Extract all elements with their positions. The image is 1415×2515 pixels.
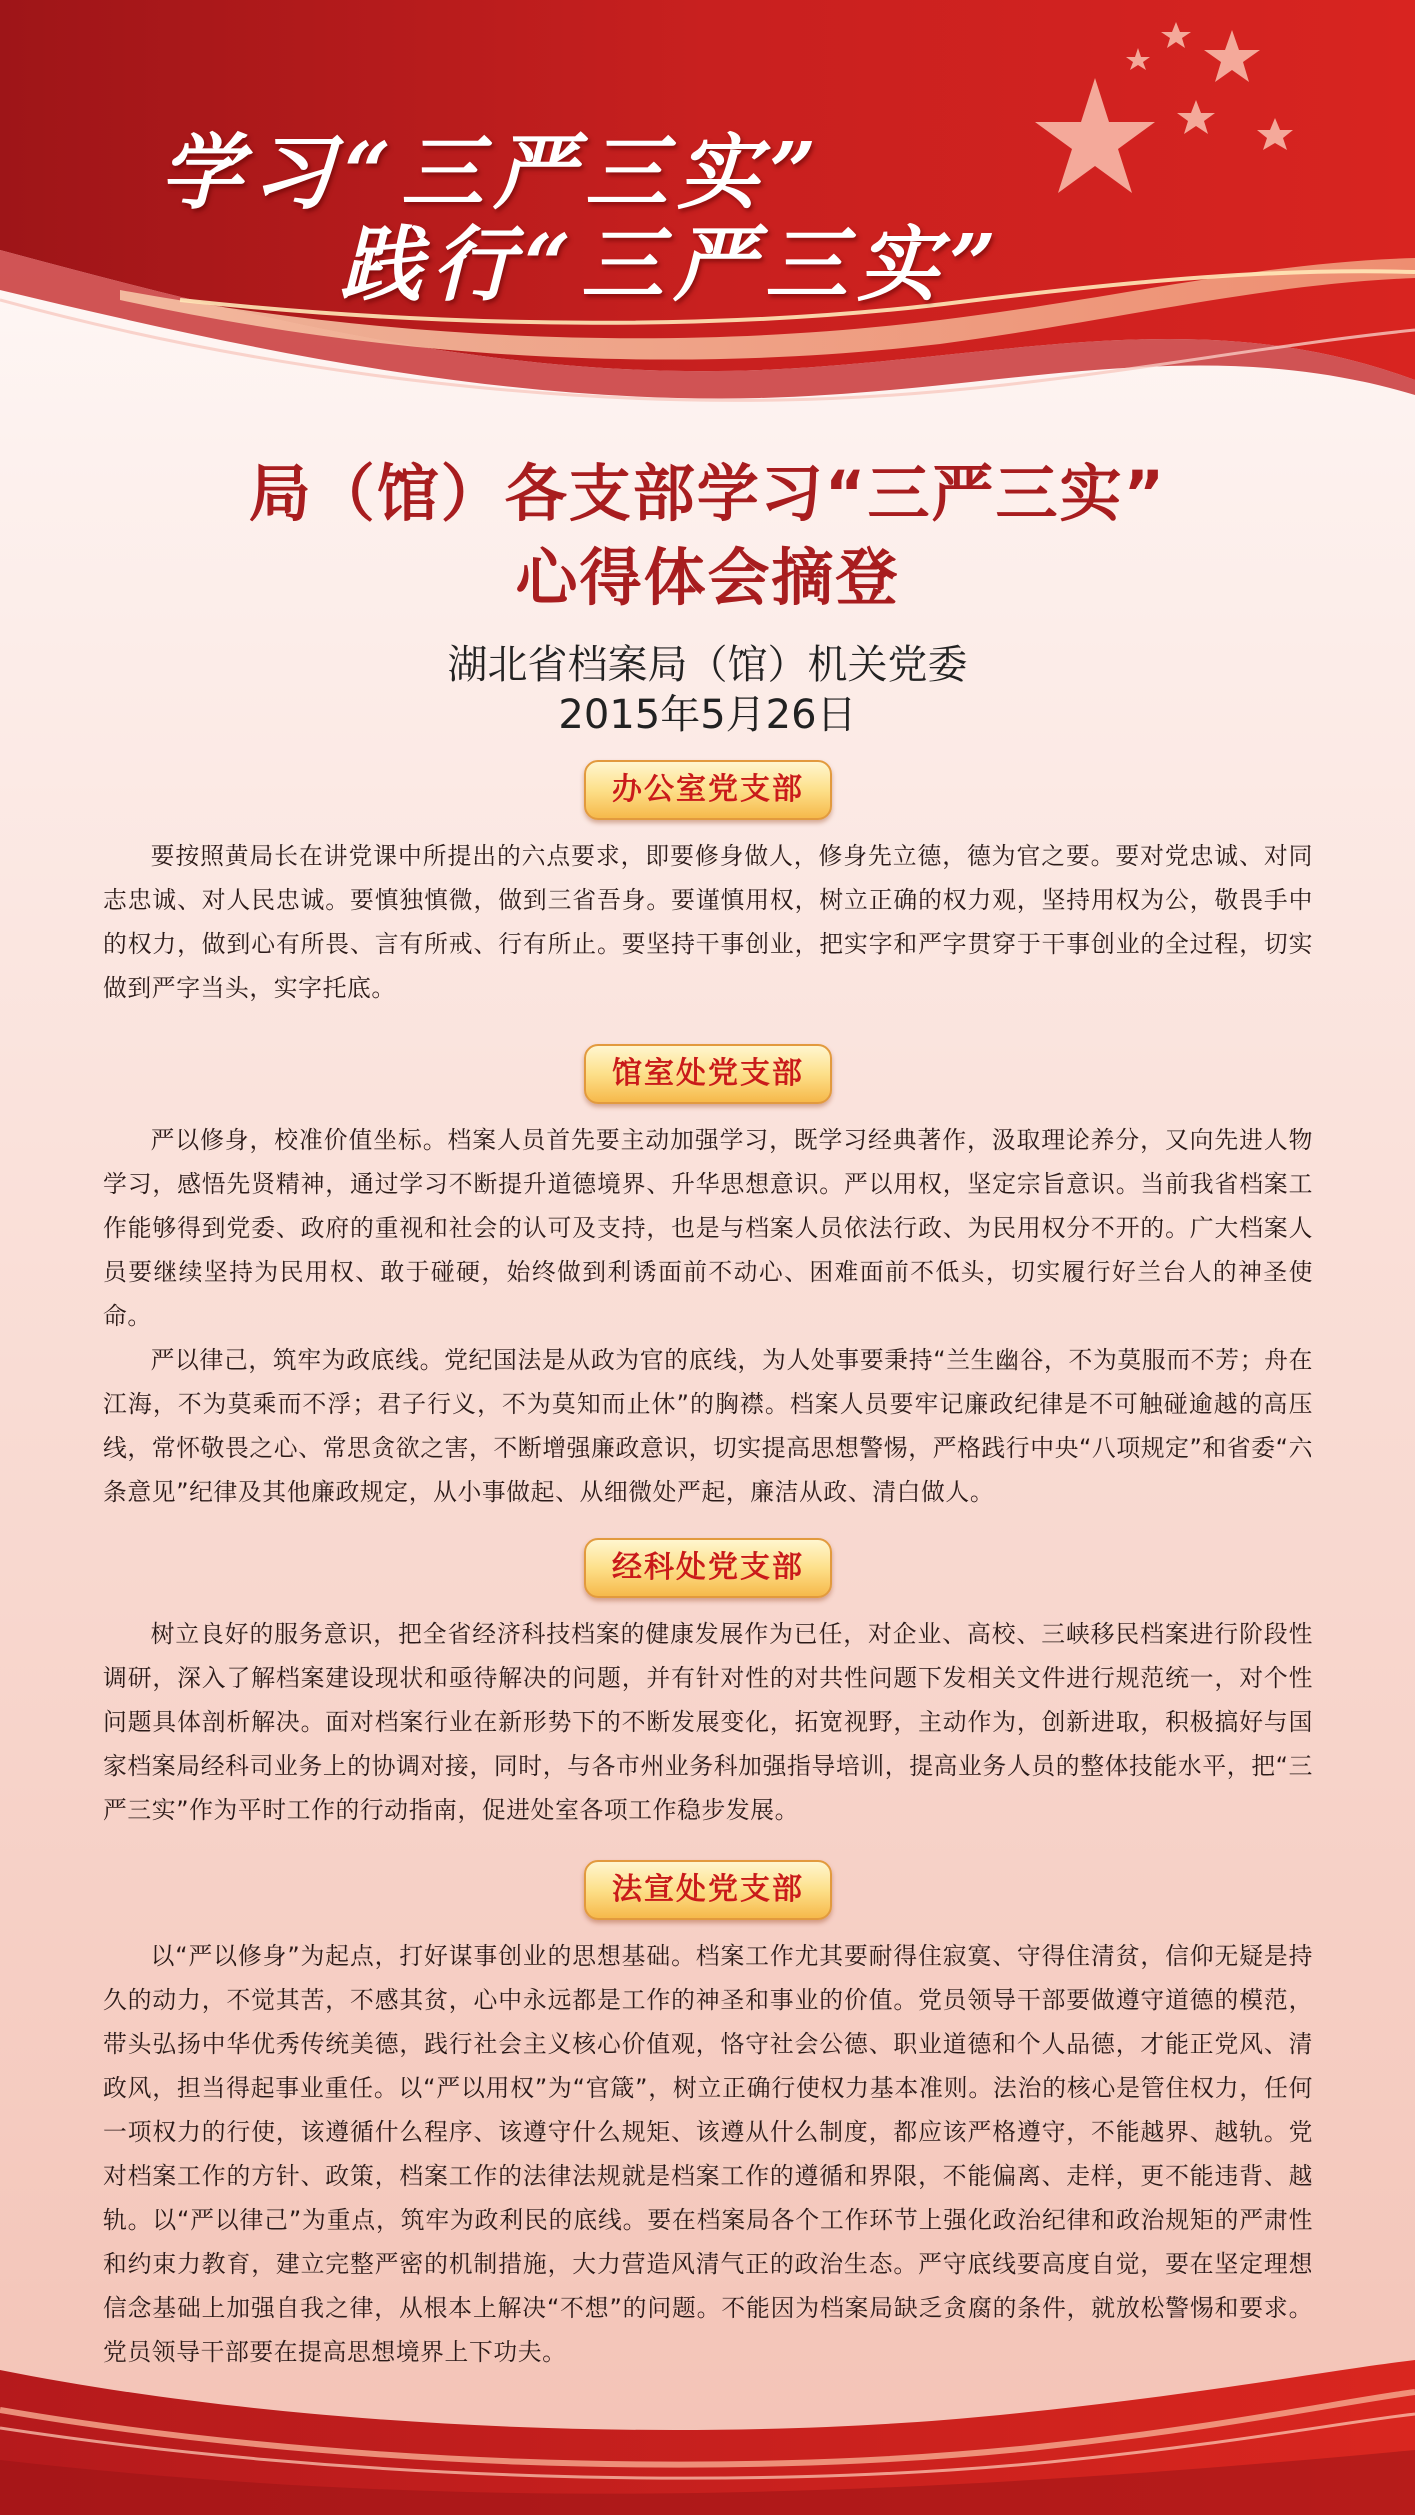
section-paragraph: 要按照黄局长在讲党课中所提出的六点要求，即要修身做人，修身先立德，德为官之要。要对党忠诚、对同志忠诚、对人民忠诚。要慎独慎微，做到三省吾身。要谨慎用权，树立正确的权力观，坚持用权为公，敬畏手中的权力，做到心有所畏、言有所戒、行有所止。要坚持干事创业，把实字和严字贯穿于干事创业的全过程，切实做到严字当头，实字托底。 <box>103 842 1313 1002</box>
organization-name: 湖北省档案局（馆）机关党委 <box>447 642 968 688</box>
section-badge: 馆室处党支部 <box>584 1044 832 1104</box>
section-badge: 经科处党支部 <box>584 1538 832 1598</box>
main-title-line-1: 局（馆）各支部学习“三严三实” <box>248 457 1167 530</box>
section-office-branch <box>103 760 1313 1010</box>
main-title-line-2: 心得体会摘登 <box>515 541 900 614</box>
title-block <box>0 452 1415 740</box>
section-legal-branch <box>103 1860 1313 2374</box>
section-badge: 法宣处党支部 <box>584 1860 832 1920</box>
section-badge: 办公室党支部 <box>584 760 832 820</box>
bottom-banner-graphic <box>0 2330 1415 2515</box>
section-econ-tech-branch <box>103 1538 1313 1832</box>
slogan-line-1: 学习“三严三实” <box>160 125 827 221</box>
section-paragraph: 严以修身，校准价值坐标。档案人员首先要主动加强学习，既学习经典著作，汲取理论养分，又向先进人物学习，感悟先贤精神，通过学习不断提升道德境界、升华思想意识。严以用权，坚定宗旨意识。当前我省档案工作能够得到党委、政府的重视和社会的认可及支持，也是与档案人员依法行政、为民用权分不开的。广大档案人员要继续坚持为民用权、敢于碰硬，始终做到利诱面前不动心、困难面前不低头，切实履行好兰台人的神圣使命。 <box>103 1126 1313 1330</box>
section-archive-branch <box>103 1044 1313 1514</box>
slogan-line-2: 践行“三严三实” <box>340 217 1007 313</box>
publish-date: 2015年5月26日 <box>558 692 857 738</box>
section-paragraph: 树立良好的服务意识，把全省经济科技档案的健康发展作为已任，对企业、高校、三峡移民档案进行阶段性调研，深入了解档案建设现状和亟待解决的问题，并有针对性的对共性问题下发相关文件进行规范统一，对个性问题具体剖析解决。面对档案行业在新形势下的不断发展变化，拓宽视野，主动作为，创新进取，积极搞好与国家档案局经科司业务上的协调对接，同时，与各市州业务科加强指导培训，提高业务人员的整体技能水平，把“三严三实”作为平时工作的行动指南，促进处室各项工作稳步发展。 <box>103 1620 1313 1824</box>
section-paragraph: 以“严以修身”为起点，打好谋事创业的思想基础。档案工作尤其要耐得住寂寞、守得住清贫，信仰无疑是持久的动力，不觉其苦，不感其贫，心中永远都是工作的神圣和事业的价值。党员领导干部要做遵守道德的模范，带头弘扬中华优秀传统美德，践行社会主义核心价值观，恪守社会公德、职业道德和个人品德，才能正党风、清政风，担当得起事业重任。以“严以用权”为“官箴”，树立正确行使权力基本准则。法治的核心是管住权力，任何一项权力的行使，该遵循什么程序、该遵守什么规矩、该遵从什么制度，都应该严格遵守，不能越界、越轨。党对档案工作的方针、政策，档案工作的法律法规就是档案工作的遵循和界限，不能偏离、走样，更不能违背、越轨。以“严以律己”为重点，筑牢为政利民的底线。要在档案局各个工作环节上强化政治纪律和政治规矩的严肃性和约束力教育，建立完整严密的机制措施，大力营造风清气正的政治生态。严守底线要高度自觉，要在坚定理想信念基础上加强自我之律，从根本上解决“不想”的问题。不能因为档案局缺乏贪腐的条件，就放松警惕和要求。党员领导干部要在提高思想境界上下功夫。 <box>103 1942 1313 2366</box>
section-paragraph: 严以律己，筑牢为政底线。党纪国法是从政为官的底线，为人处事要秉持“兰生幽谷，不为莫服而不芳；舟在江海，不为莫乘而不浮；君子行义，不为莫知而止休”的胸襟。档案人员要牢记廉政纪律是不可触碰逾越的高压线，常怀敬畏之心、常思贪欲之害，不断增强廉政意识，切实提高思想警惕，严格践行中央“八项规定”和省委“六条意见”纪律及其他廉政规定，从小事做起、从细微处严起，廉洁从政、清白做人。 <box>103 1346 1313 1506</box>
